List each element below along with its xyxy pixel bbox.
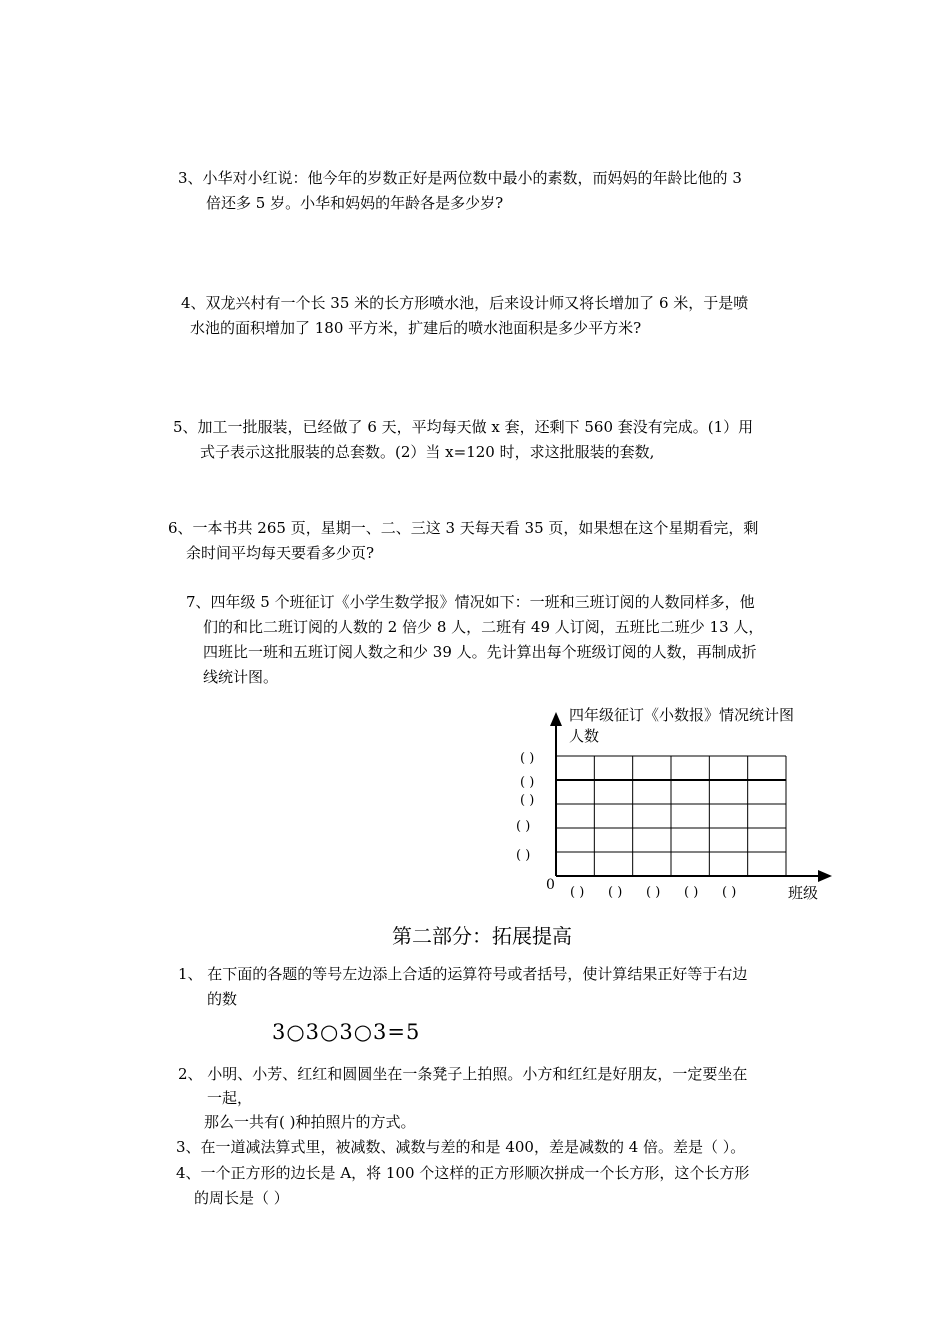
x-axis-label: 班级 [788,884,819,902]
p2-q1-line1: 1、 在下面的各题的等号左边添上合适的运算符号或者括号，使计算结果正好等于右边 [178,965,748,983]
p2-q3-line1: 3、在一道减法算式里，被减数、减数与差的和是 400，差是减数的 4 倍。差是（ ）。 [176,1138,746,1156]
x-tick-label: ( ) [722,885,737,900]
x-tick-label: ( ) [570,885,585,900]
chart-ticks [516,751,736,900]
p2-q2-line3: 那么一共有( )种拍照片的方式。 [204,1113,416,1131]
p2-q1-line2: 的数 [207,990,238,1008]
q6-line2: 余时间平均每天要看多少页? [186,544,375,562]
origin-label: 0 [546,877,555,893]
q3-line2: 倍还多 5 岁。小华和妈妈的年龄各是多少岁? [206,194,504,212]
q4-line2: 水池的面积增加了 180 平方米，扩建后的喷水池面积是多少平方米? [190,319,642,337]
q7-line1: 7、四年级 5 个班征订《小学生数学报》情况如下：一班和三班订阅的人数同样多，他 [186,593,755,611]
p2-q4-line1: 4、一个正方形的边长是 A，将 100 个这样的正方形顺次拼成一个长方形，这个长方形 [176,1164,750,1182]
x-axis-arrow [818,870,832,882]
p2-q2-line1: 2、 小明、小芳、红红和圆圆坐在一条凳子上拍照。小方和红红是好朋友，一定要坐在 [178,1065,748,1083]
x-tick-label: ( ) [684,885,699,900]
q5-line1: 5、加工一批服装，已经做了 6 天，平均每天做 x 套，还剩下 560 套没有完成。(1）用 [173,418,754,436]
p2-q4-line2: 的周长是（ ） [194,1189,289,1207]
y-tick-label: ( ) [520,793,535,808]
chart-title: 四年级征订《小数报》情况统计图 [569,706,795,724]
q6-line1: 6、一本书共 265 页，星期一、二、三这 3 天每天看 35 页，如果想在这个星期看完，剩 [168,519,759,537]
y-tick-label: ( ) [520,775,535,790]
q7-line2: 们的和比二班订阅的人数的 2 倍少 8 人，二班有 49 人订阅，五班比二班少 13 人， [203,618,764,636]
x-tick-label: ( ) [646,885,661,900]
y-axis-arrow [550,712,562,726]
y-tick-label: ( ) [516,819,531,834]
p2-q1-expression: 3○3○3○3=5 [272,1020,421,1044]
x-tick-label: ( ) [608,885,623,900]
y-tick-label: ( ) [520,751,535,766]
part2-heading: 第二部分：拓展提高 [392,924,572,948]
chart-grid [556,756,786,876]
y-axis-label: 人数 [569,727,600,745]
q7-line3: 四班比一班和五班订阅人数之和少 39 人。先计算出每个班级订阅的人数，再制成折 [203,643,757,661]
q3-line1: 3、小华对小红说：他今年的岁数正好是两位数中最小的素数，而妈妈的年龄比他的 3 [178,169,742,187]
q5-line2: 式子表示这批服装的总套数。(2）当 x=120 时，求这批服装的套数, [200,443,655,461]
q4-line1: 4、双龙兴村有一个长 35 米的长方形喷水池，后来设计师又将长增加了 6 米，于是喷 [181,294,749,312]
p2-q2-line2: 一起， [207,1089,253,1107]
q7-line4: 线统计图。 [203,668,279,686]
y-tick-label: ( ) [516,848,531,863]
